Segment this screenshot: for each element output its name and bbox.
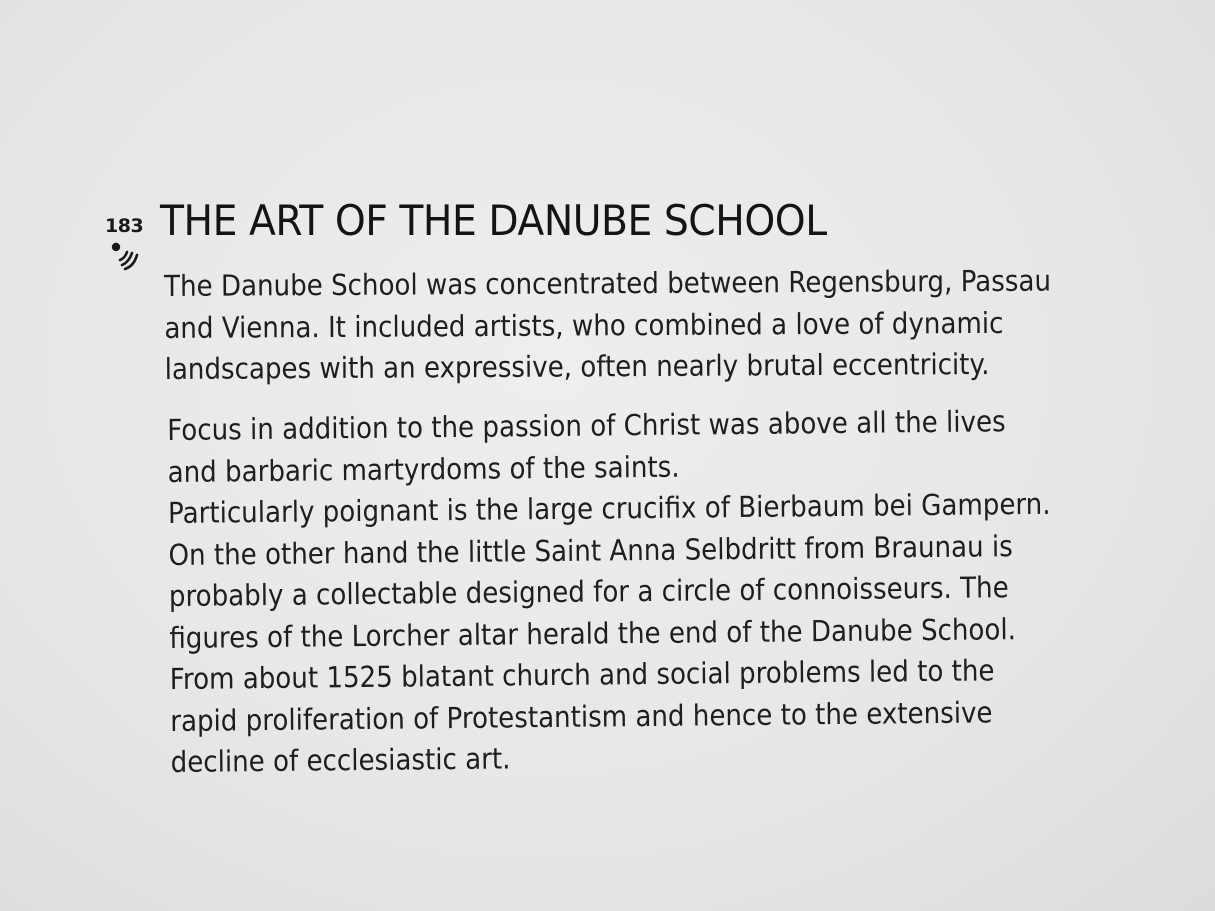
audio-guide-icon [110,240,142,272]
text-line: and barbaric martyrdoms of the saints. [167,449,680,489]
paragraph-body [167,401,1053,784]
text-line: and Vienna. It included artists, who combined a love of dynamic [164,305,1004,345]
text-line: On the other hand the little Saint Anna Selbdritt from Braunau is [168,528,1013,572]
text-line: probably a collectable designed for a circle of connoisseurs. The [168,570,1009,613]
text-line: Particularly poignant is the large crucifix of Bierbaum bei Gampern. [167,486,1051,530]
text-line: The Danube School was concentrated between Regensburg, Passau [164,263,1052,303]
text-line: Focus in addition to the passion of Christ was above all the lives [167,404,1006,447]
text-line: From about 1525 blatant church and social problems led to the [169,653,995,696]
text-line: landscapes with an expressive, often nearly brutal eccentricity. [164,346,990,386]
text-line: figures of the Lorcher altar herald the end of the Danube School. [169,611,1017,655]
paragraph-intro [164,261,1052,391]
text-line: rapid proliferation of Protestantism and hence to the extensive [170,694,993,738]
label-title: THE ART OF THE DANUBE SCHOOL [160,196,827,245]
audio-tour-number: 183 [105,215,144,237]
text-line: decline of ecclesiastic art. [170,741,511,779]
